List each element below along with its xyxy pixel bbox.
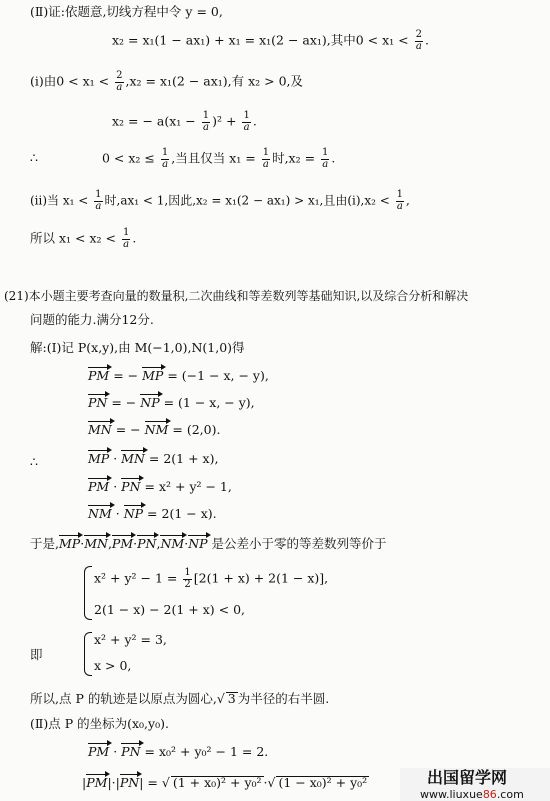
system-brace-2	[84, 632, 92, 676]
vector-eq-pm: PM = − MP = (−1 − x, − y),	[88, 368, 269, 383]
therefore-symbol-2: ∴	[30, 454, 38, 469]
dot-eq-2: PM · PN = x² + y² − 1,	[88, 479, 232, 494]
vector-eq-mn: MN = − NM = (2,0).	[88, 422, 221, 437]
arithmetic-sequence-condition: 于是,MP·MN,PM·PN,NM·NP 是公差小于零的等差数列等价于	[30, 536, 387, 551]
q21-solution-start: 解:(Ⅰ)记 P(x,y),由 M(−1,0),N(1,0)得	[30, 340, 245, 355]
sub-i-conclusion: 0 < x₂ ≤ $\frac{1}{a}$ ,当且仅当 x₁ = $\frac{1}{a}$ 时,x₂ = $\frac{1}{a}$ .	[102, 147, 336, 170]
watermark-title: 出国留学网	[427, 768, 508, 787]
q21-intro-line1: (21)本小题主要考查向量的数量积,二次曲线和等差数列等基础知识,以及综合分析和解决	[4, 289, 469, 303]
locus-conclusion: 所以,点 P 的轨迹是以原点为圆心,√ 3 为半径的右半圆.	[30, 691, 330, 706]
system-2-row-1: x² + y² = 3,	[94, 632, 167, 647]
part2-coordinates: (Ⅱ)点 P 的坐标为(x₀,y₀).	[30, 716, 169, 731]
therefore-symbol: ∴	[30, 150, 38, 165]
sub-i-line: (ⅰ)由0 < x₁ < $\frac{2}{a}$ ,x₂ = x₁(2 − ax₁),有 x₂ > 0,及	[30, 70, 304, 93]
ji-label: 即	[30, 647, 43, 662]
sub-ii-line: (ⅱ)当 x₁ < $\frac{1}{a}$ 时,ax₁ < 1,因此,x₂ = x₁(2 − ax₁) > x₁,且由(ⅰ),x₂ < $\frac{1}{a}$ ,	[30, 189, 410, 212]
sub-i-expression: x₂ = − a(x₁ − $\frac{1}{a}$ )² + $\frac{1}{a}$ .	[112, 110, 257, 133]
system-2-row-2: x > 0,	[94, 658, 132, 673]
dot-eq-1: MP · MN = 2(1 + x),	[88, 451, 219, 466]
part2-dot-product: PM · PN = x₀² + y₀² − 1 = 2.	[88, 744, 269, 759]
x2-formula: x₂ = x₁(1 − ax₁) + x₁ = x₁(2 − ax₁),其中0 < x₁ < $\frac{2}{a}$ .	[112, 29, 429, 52]
vector-eq-pn: PN = − NP = (1 − x, − y),	[88, 395, 255, 410]
sub-ii-conclusion: 所以 x₁ < x₂ < $\frac{1}{a}$ .	[30, 227, 137, 250]
system-1-row-2: 2(1 − x) − 2(1 + x) < 0,	[94, 602, 246, 617]
system-1-row-1: x² + y² − 1 = $\frac{1}{2}$ [2(1 + x) + 2(1 − x)],	[94, 567, 329, 590]
watermark-url: www.liuxue86.com	[420, 788, 524, 801]
q21-intro-line2: 问题的能力.满分12分.	[30, 312, 154, 327]
system-brace-1	[84, 566, 92, 620]
part2-heading: (Ⅱ)证:依题意,切线方程中令 y = 0,	[30, 4, 223, 19]
part2-magnitude-product: |PM|·|PN| = √ (1 + x₀)² + y₀² ·√ (1 − x₀)² + y₀²	[82, 775, 368, 790]
dot-eq-3: NM · NP = 2(1 − x).	[88, 506, 217, 521]
